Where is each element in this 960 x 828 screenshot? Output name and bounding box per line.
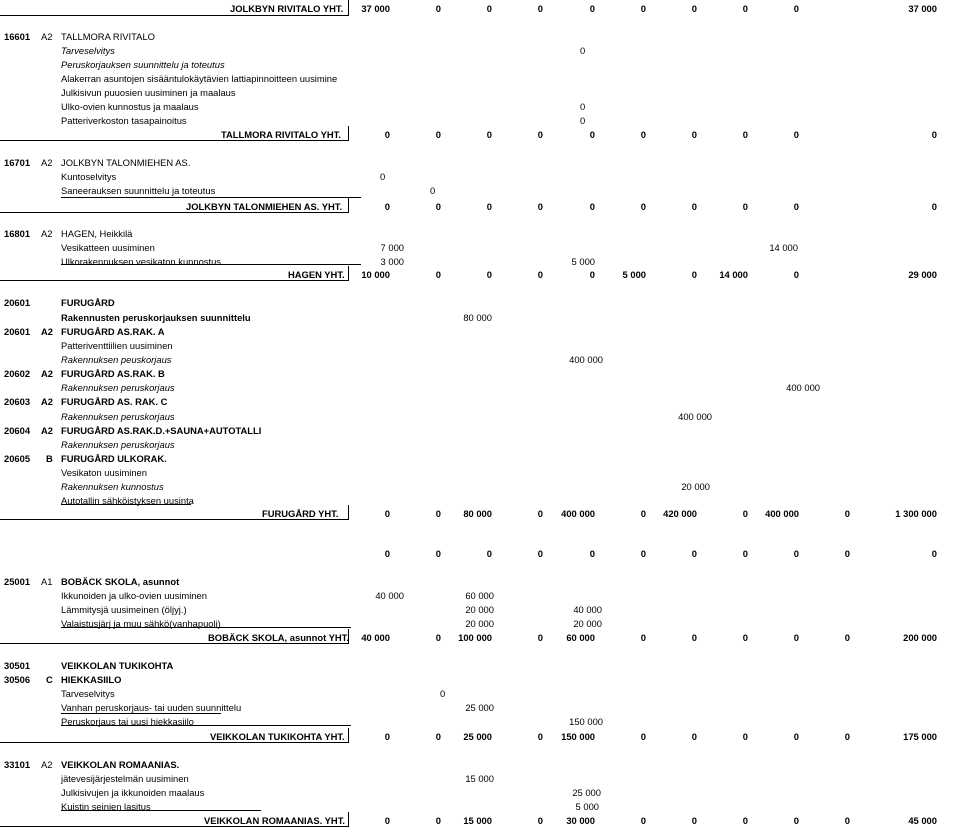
object-code: 30506: [4, 674, 31, 685]
object-name: FURUGÅRD ULKORAK.: [61, 453, 167, 464]
item-text: Peruskorjaus tai uusi hiekkasiilo: [61, 716, 194, 727]
total-value: 0: [640, 201, 646, 212]
object-name: JOLKBYN TALONMIEHEN AS.: [61, 157, 191, 168]
total-value: 420 000: [663, 508, 697, 519]
divider: [0, 826, 348, 827]
item-value: 40 000: [573, 604, 602, 615]
total-value: 200 000: [903, 632, 937, 643]
total-value: 0: [844, 815, 850, 826]
total-value: 0: [435, 731, 441, 742]
object-class: A2: [41, 425, 53, 436]
item-value: 25 000: [465, 702, 494, 713]
divider: [61, 810, 261, 811]
total-value: 29 000: [908, 269, 937, 280]
object-code: 20604: [4, 425, 31, 436]
object-name: TALLMORA RIVITALO: [61, 31, 155, 42]
item-value: 14 000: [769, 242, 798, 253]
total-value: 0: [640, 508, 646, 519]
total-value: 0: [640, 632, 646, 643]
total-value: 0: [640, 129, 646, 140]
total-value: 0: [435, 508, 441, 519]
total-value: 0: [691, 815, 697, 826]
item-text: Rakennuksen peruskorjaus: [61, 382, 175, 393]
object-name: VEIKKOLAN ROMAANIAS.: [61, 759, 180, 770]
total-value: 0: [486, 3, 492, 14]
total-value: 150 000: [561, 731, 595, 742]
item-text: Ikkunoiden ja ulko-ovien uusiminen: [61, 590, 207, 601]
total-value: 5 000: [622, 269, 646, 280]
total-value: 0: [691, 201, 697, 212]
item-value: 150 000: [569, 716, 603, 727]
total-value: 0: [691, 632, 697, 643]
item-value: 5 000: [571, 256, 595, 267]
divider: [61, 197, 361, 198]
total-value: 37 000: [908, 3, 937, 14]
item-value: 7 000: [380, 242, 404, 253]
item-value: 5 000: [575, 801, 599, 812]
item-text: Valaistusjärj ja muu sähkö(vanhapuoli): [61, 618, 221, 629]
total-value: 0: [844, 632, 850, 643]
total-value: 60 000: [566, 632, 595, 643]
divider: [61, 504, 191, 505]
total-value: 0: [435, 269, 441, 280]
total-value: 0: [537, 632, 543, 643]
divider: [348, 198, 349, 213]
total-value: 0: [844, 548, 850, 559]
total-value: 0: [486, 269, 492, 280]
total-value: 15 000: [463, 815, 492, 826]
total-value: 0: [793, 269, 799, 280]
total-value: 0: [640, 3, 646, 14]
total-value: 0: [435, 548, 441, 559]
total-value: 0: [742, 508, 748, 519]
item-value: 20 000: [465, 604, 494, 615]
item-text: Lämmitysjä uusimeinen (öljyj.): [61, 604, 187, 615]
total-value: 0: [793, 731, 799, 742]
item-value: 400 000: [678, 411, 712, 422]
object-class: A2: [41, 396, 53, 407]
object-code: 20605: [4, 453, 31, 464]
item-text: Vesikaton uusiminen: [61, 467, 147, 478]
divider: [0, 140, 348, 141]
total-value: 0: [589, 201, 595, 212]
total-value: 0: [384, 201, 390, 212]
total-value: 10 000: [361, 269, 390, 280]
total-value: 0: [384, 129, 390, 140]
object-code: 16701: [4, 157, 31, 168]
total-value: 0: [537, 269, 543, 280]
item-value: 40 000: [375, 590, 404, 601]
total-value: 0: [742, 731, 748, 742]
total-value: 0: [384, 731, 390, 742]
object-code: 30501: [4, 660, 31, 671]
item-text: Patteriverkoston tasapainoitus: [61, 115, 187, 126]
total-value: 0: [691, 129, 697, 140]
item-value: 80 000: [463, 312, 492, 323]
item-value: 0: [580, 115, 586, 126]
item-text: Kuistin seinien lasitus: [61, 801, 151, 812]
object-name: HAGEN, Heikkilä: [61, 228, 133, 239]
divider: [348, 505, 349, 520]
item-text: Tarveselvitys: [61, 45, 115, 56]
total-label: VEIKKOLAN ROMAANIAS. YHT.: [204, 815, 345, 826]
divider: [0, 519, 348, 520]
total-value: 0: [691, 731, 697, 742]
item-text: Ulkorakennuksen vesikaton kunnostus: [61, 256, 221, 267]
divider: [348, 266, 349, 281]
total-label: HAGEN YHT.: [288, 269, 345, 280]
divider: [61, 264, 361, 265]
item-value: 20 000: [681, 481, 710, 492]
total-value: 30 000: [566, 815, 595, 826]
object-code: 16601: [4, 31, 31, 42]
item-text: Tarveselvitys: [61, 688, 115, 699]
total-value: 0: [486, 548, 492, 559]
total-value: 0: [384, 508, 390, 519]
object-code: 20601: [4, 326, 31, 337]
item-value: 15 000: [465, 773, 494, 784]
item-value: 0: [580, 101, 586, 112]
divider: [0, 212, 348, 213]
total-value: 0: [537, 508, 543, 519]
total-label: FURUGÅRD YHT.: [262, 508, 339, 519]
total-value: 0: [435, 3, 441, 14]
object-name: FURUGÅRD: [61, 297, 115, 308]
total-value: 0: [793, 632, 799, 643]
total-value: 0: [435, 632, 441, 643]
total-value: 175 000: [903, 731, 937, 742]
divider: [348, 0, 349, 16]
total-value: 0: [931, 548, 937, 559]
total-value: 40 000: [361, 632, 390, 643]
total-value: 0: [537, 201, 543, 212]
total-value: 0: [742, 548, 748, 559]
total-value: 0: [589, 269, 595, 280]
total-value: 0: [537, 129, 543, 140]
total-value: 0: [640, 815, 646, 826]
item-text: Kuntoselvitys: [61, 171, 117, 182]
divider: [348, 812, 349, 827]
total-value: 0: [435, 201, 441, 212]
total-value: 0: [931, 129, 937, 140]
divider: [348, 126, 349, 141]
item-value: 20 000: [573, 618, 602, 629]
total-value: 0: [589, 129, 595, 140]
total-value: 0: [793, 129, 799, 140]
item-value: 0: [440, 688, 446, 699]
item-value: 400 000: [569, 354, 603, 365]
object-class: A2: [41, 759, 53, 770]
object-code: 25001: [4, 576, 31, 587]
total-value: 37 000: [361, 3, 390, 14]
total-value: 0: [793, 815, 799, 826]
total-value: 0: [742, 3, 748, 14]
divider: [61, 713, 221, 714]
total-value: 0: [844, 731, 850, 742]
object-class: C: [46, 674, 53, 685]
total-value: 400 000: [765, 508, 799, 519]
total-value: 0: [793, 201, 799, 212]
object-name: FURUGÅRD AS. RAK. C: [61, 396, 168, 407]
item-text: Julkisivujen ja ikkunoiden maalaus: [61, 787, 205, 798]
total-value: 0: [486, 201, 492, 212]
total-value: 80 000: [463, 508, 492, 519]
total-value: 0: [537, 815, 543, 826]
object-class: A1: [41, 576, 53, 587]
item-value: 0: [380, 171, 386, 182]
total-value: 0: [486, 129, 492, 140]
total-value: 0: [931, 201, 937, 212]
object-name: FURUGÅRD AS.RAK. A: [61, 326, 165, 337]
total-value: 0: [537, 731, 543, 742]
total-value: 0: [537, 3, 543, 14]
object-code: 20601: [4, 297, 31, 308]
total-value: 0: [742, 201, 748, 212]
item-text: Ulko-ovien kunnostus ja maalaus: [61, 101, 199, 112]
total-value: 25 000: [463, 731, 492, 742]
total-value: 0: [844, 508, 850, 519]
item-value: 0: [580, 45, 586, 56]
object-name: FURUGÅRD AS.RAK.D.+SAUNA+AUTOTALLI: [61, 425, 262, 436]
object-name: HIEKKASIILO: [61, 674, 122, 685]
total-value: 0: [589, 548, 595, 559]
item-text: Rakennuksen kunnostus: [61, 481, 164, 492]
object-name: FURUGÅRD AS.RAK. B: [61, 368, 165, 379]
total-value: 0: [691, 548, 697, 559]
object-name: BOBÄCK SKOLA, asunnot: [61, 576, 180, 587]
divider: [61, 627, 351, 628]
total-label: TALLMORA RIVITALO YHT.: [221, 129, 341, 140]
item-value: 20 000: [465, 618, 494, 629]
total-value: 45 000: [908, 815, 937, 826]
total-value: 0: [793, 548, 799, 559]
object-code: 20603: [4, 396, 31, 407]
item-text: Patteriventtiilien uusiminen: [61, 340, 173, 351]
item-value: 3 000: [380, 256, 404, 267]
item-value: 400 000: [786, 382, 820, 393]
item-text: Rakennuksen peuskorjaus: [61, 354, 172, 365]
total-value: 0: [384, 815, 390, 826]
total-value: 0: [435, 815, 441, 826]
total-value: 0: [640, 731, 646, 742]
object-code: 16801: [4, 228, 31, 239]
total-value: 14 000: [719, 269, 748, 280]
item-value: 0: [430, 185, 436, 196]
object-code: 33101: [4, 759, 31, 770]
object-class: A2: [41, 368, 53, 379]
item-value: 25 000: [572, 787, 601, 798]
item-text: Autotallin sähköistyksen uusinta: [61, 495, 194, 506]
object-class: B: [46, 453, 53, 464]
total-value: 0: [793, 3, 799, 14]
item-text: Vesikatteen uusiminen: [61, 242, 155, 253]
total-value: 0: [691, 269, 697, 280]
item-text: Vanhan peruskorjaus- tai uuden suunnittelu: [61, 702, 242, 713]
item-text: Julkisivun puuosien uusiminen ja maalaus: [61, 87, 236, 98]
divider: [0, 15, 348, 16]
total-value: 0: [589, 3, 595, 14]
item-text: Saneerauksen suunnittelu ja toteutus: [61, 185, 216, 196]
top-total-label: JOLKBYN RIVITALO YHT.: [230, 3, 344, 14]
divider: [348, 728, 349, 743]
total-value: 0: [691, 3, 697, 14]
total-value: 0: [742, 815, 748, 826]
object-class: A2: [41, 157, 53, 168]
total-label: VEIKKOLAN TUKIKOHTA YHT.: [210, 731, 345, 742]
item-text: Peruskorjauksen suunnittelu ja toteutus: [61, 59, 225, 70]
item-text: Alakerran asuntojen sisääntulokäytävien lattiapinnoitteen uusimine: [61, 73, 338, 84]
total-label: BOBÄCK SKOLA, asunnot YHT.: [208, 632, 349, 643]
object-name: VEIKKOLAN TUKIKOHTA: [61, 660, 174, 671]
divider: [0, 742, 348, 743]
item-text: jätevesijärjestelmän uusiminen: [61, 773, 189, 784]
object-class: A2: [41, 31, 53, 42]
item-text: Rakennuksen peruskorjaus: [61, 411, 175, 422]
object-code: 20602: [4, 368, 31, 379]
total-value: 0: [640, 548, 646, 559]
total-value: 0: [537, 548, 543, 559]
item-value: 60 000: [465, 590, 494, 601]
divider: [0, 643, 348, 644]
total-value: 1 300 000: [895, 508, 937, 519]
object-class: A2: [41, 326, 53, 337]
object-class: A2: [41, 228, 53, 239]
total-value: 400 000: [561, 508, 595, 519]
divider: [61, 725, 351, 726]
total-value: 0: [435, 129, 441, 140]
total-value: 0: [742, 129, 748, 140]
total-value: 100 000: [458, 632, 492, 643]
total-value: 0: [384, 548, 390, 559]
item-text: Rakennuksen peruskorjaus: [61, 439, 175, 450]
divider: [0, 280, 348, 281]
total-value: 0: [742, 632, 748, 643]
total-label: JOLKBYN TALONMIEHEN AS. YHT.: [186, 201, 343, 212]
divider: [348, 629, 349, 644]
item-text: Rakennusten peruskorjauksen suunnittelu: [61, 312, 251, 323]
